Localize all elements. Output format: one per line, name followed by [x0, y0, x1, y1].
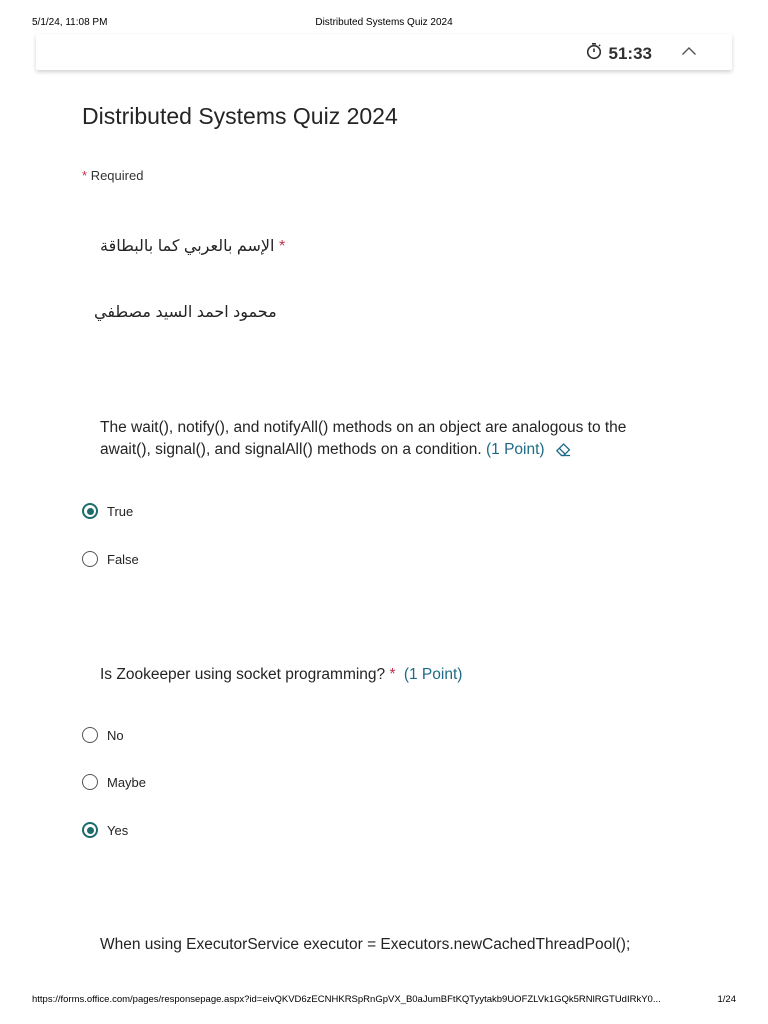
form-title: Distributed Systems Quiz 2024: [82, 103, 398, 129]
eraser-icon[interactable]: [555, 442, 572, 464]
question-4-title: [100, 934, 700, 956]
option-label: Maybe: [107, 774, 147, 790]
radio-button[interactable]: [82, 551, 98, 567]
question-3-option-yes[interactable]: [82, 822, 128, 838]
question-4-text: When using ExecutorService executor = Executors.newCachedThreadPool();: [100, 936, 631, 953]
question-2-option-false[interactable]: [82, 551, 139, 567]
radio-button[interactable]: [82, 727, 98, 743]
question-3-required-star: *: [389, 666, 396, 683]
radio-button-checked[interactable]: [82, 822, 98, 838]
print-doc-title: Distributed Systems Quiz 2024: [315, 17, 453, 28]
question-2-text-line2: await(), signal(), and signalAll() methods on a condition.: [100, 441, 482, 458]
option-label: False: [107, 551, 139, 567]
option-label: No: [107, 727, 124, 743]
question-3-points: (1 Point): [403, 666, 463, 683]
question-3-option-maybe[interactable]: [82, 774, 146, 790]
print-header: [32, 17, 736, 31]
radio-button-checked[interactable]: [82, 503, 98, 519]
question-3-option-no[interactable]: [82, 727, 124, 743]
print-url: https://forms.office.com/pages/responsepage.aspx?id=eivQKVD6zECNHKRSpRnGpVX_B0aJumBFtKQTyytakb9UOFZLVk1GQk5RNlRGTUdIRkY0...: [32, 994, 661, 1005]
question-2-option-true[interactable]: [82, 503, 133, 519]
stopwatch-icon: [585, 42, 603, 65]
question-3-text: Is Zookeeper using socket programming?: [100, 666, 386, 683]
print-datetime: 5/1/24, 11:08 PM: [32, 17, 108, 28]
timer-value: 51:33: [608, 43, 652, 63]
option-label: Yes: [107, 822, 129, 838]
question-1-required-star: *: [278, 238, 286, 255]
print-page-number: 1/24: [717, 994, 736, 1005]
required-note: [82, 168, 143, 183]
timer-bar: [36, 34, 732, 70]
question-1-title: [100, 236, 285, 256]
question-1-answer[interactable]: محمود احمد السيد مصطفي: [94, 304, 277, 321]
required-star: *: [82, 168, 88, 183]
question-2-title: [100, 417, 700, 464]
chevron-up-icon: [681, 43, 697, 61]
question-2-points: (1 Point): [485, 441, 545, 458]
radio-button[interactable]: [82, 774, 98, 790]
question-1-text: الإسم بالعربي كما بالبطاقة: [100, 238, 275, 255]
option-label: True: [107, 503, 134, 519]
required-label: Required: [90, 168, 144, 183]
timer: [585, 42, 652, 65]
question-2-text-line1: The wait(), notify(), and notifyAll() methods on an object are analogous to the: [100, 419, 627, 436]
collapse-timer-button[interactable]: [678, 42, 700, 62]
question-3-title: [100, 664, 700, 686]
